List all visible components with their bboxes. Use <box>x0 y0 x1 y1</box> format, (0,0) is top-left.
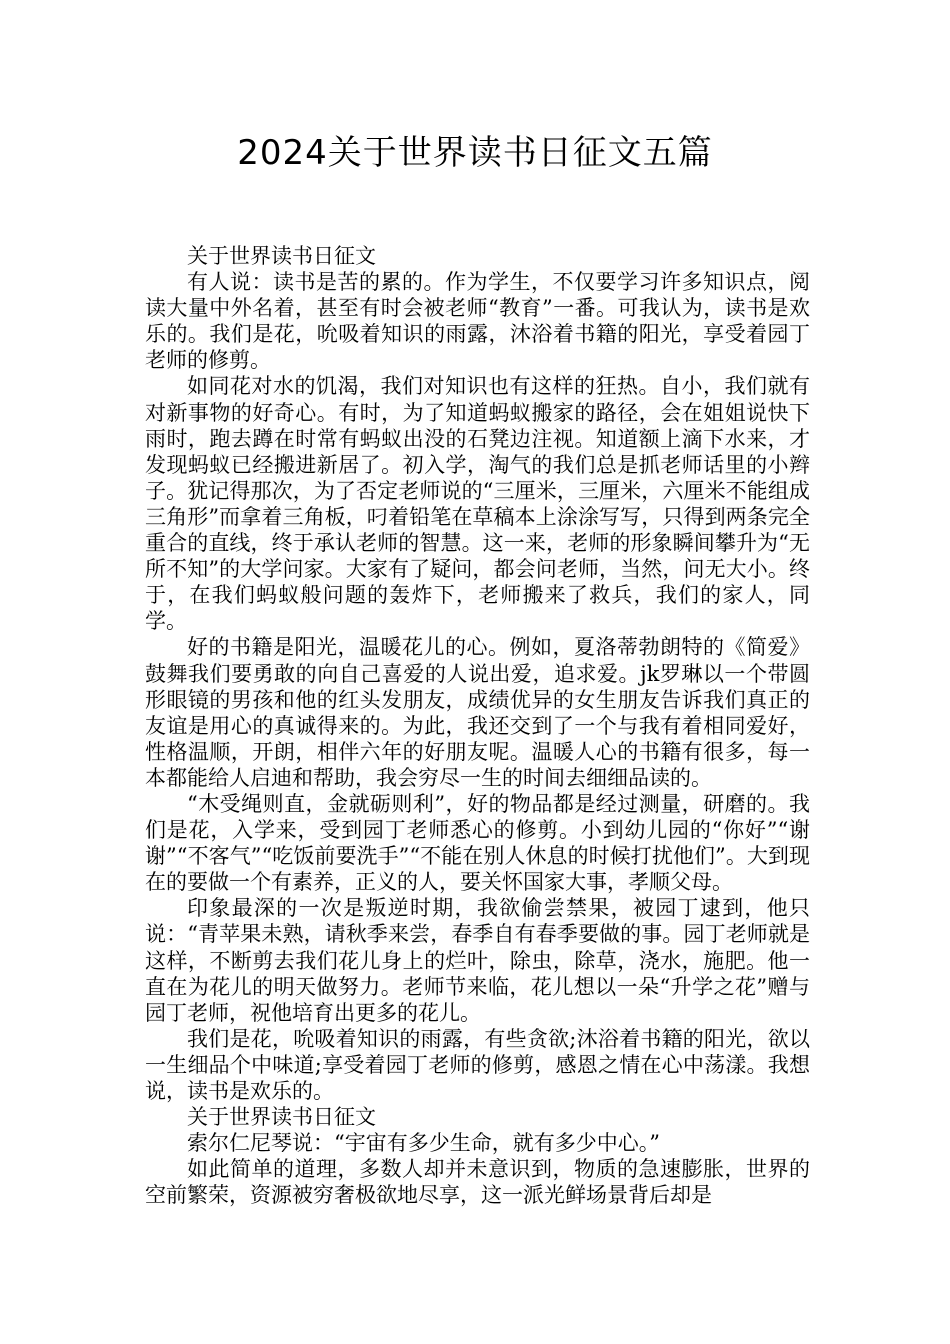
section-heading: 关于世界读书日征文 <box>187 1105 376 1130</box>
paragraph: 我们是花，吮吸着知识的雨露，有些贪欲;沐浴着书籍的阳光，欲以一生细品个中味道;享受着园丁老师的修剪，感恩之情在心中荡漾。我想说，读书是欢乐的。 <box>145 1026 810 1103</box>
paragraph: 有人说：读书是苦的累的。作为学生，不仅要学习许多知识点，阅读大量中外名着，甚至有时会被老师“教育”一番。可我认为，读书是欢乐的。我们是花，吮吸着知识的雨露，沐浴着书籍的阳光，享受着园丁老师的修剪。 <box>145 270 810 373</box>
paragraph: 好的书籍是阳光，温暖花儿的心。例如，夏洛蒂勃朗特的《简爱》鼓舞我们要勇敢的向自己喜爱的人说出爱，追求爱。jk罗琳以一个带圆形眼镜的男孩和他的红头发朋友，成绩优异的女生朋友告诉我们真正的友谊是用心的真诚得来的。为此，我还交到了一个与我有着相同爱好，性格温顺，开朗，相伴六年的好朋友呢。温暖人心的书籍有很多，每一本都能给人启迪和帮助，我会穷尽一生的时间去细细品读的。 <box>145 635 810 790</box>
paragraph: 索尔仁尼琴说：“宇宙有多少生命，就有多少中心。” <box>187 1131 660 1156</box>
paragraph: 印象最深的一次是叛逆时期，我欲偷尝禁果，被园丁逮到，他只说：“青苹果未熟，请秋季来尝，春季自有春季要做的事。园丁老师就是这样，不断剪去我们花儿身上的烂叶，除虫，除草，浇水，施肥。他一直在为花儿的明天做努力。老师节来临，花儿想以一朵“升学之花”赠与园丁老师，祝他培育出更多的花儿。 <box>145 896 810 1025</box>
paragraph: 如此简单的道理，多数人却并未意识到，物质的急速膨胀，世界的空前繁荣，资源被穷奢极欲地尽享，这一派光鲜场景背后却是 <box>145 1157 810 1208</box>
section-heading: 关于世界读书日征文 <box>187 244 376 268</box>
document-body <box>145 243 810 1208</box>
paragraph: “木受绳则直，金就砺则利”，好的物品都是经过测量，研磨的。我们是花，入学来，受到园丁老师悉心的修剪。小到幼儿园的“你好”“谢谢”“不客气”“吃饭前要洗手”“不能在别人休息的时候打扰他们”。大到现在的要做一个有素养，正义的人，要关怀国家大事，孝顺父母。 <box>145 791 810 895</box>
document-title: 2024关于世界读书日征文五篇 <box>237 133 713 173</box>
paragraph: 如同花对水的饥渴，我们对知识也有这样的狂热。自小，我们就有对新事物的好奇心。有时，为了知道蚂蚁搬家的路径，会在姐姐说快下雨时，跑去蹲在时常有蚂蚁出没的石凳边注视。知道额上滴下水来，才发现蚂蚁已经搬进新居了。初入学，淘气的我们总是抓老师话里的小辫子。犹记得那次，为了否定老师说的“三厘米，三厘米，六厘米不能组成三角形”而拿着三角板，叼着铅笔在草稿本上涂涂写写，只得到两条完全重合的直线，终于承认老师的智慧。这一来，老师的形象瞬间攀升为“无所不知”的大学问家。大家有了疑问，都会问老师，当然，问无大小。终于，在我们蚂蚁般问题的轰炸下，老师搬来了救兵，我们的家人，同学。 <box>145 374 810 634</box>
